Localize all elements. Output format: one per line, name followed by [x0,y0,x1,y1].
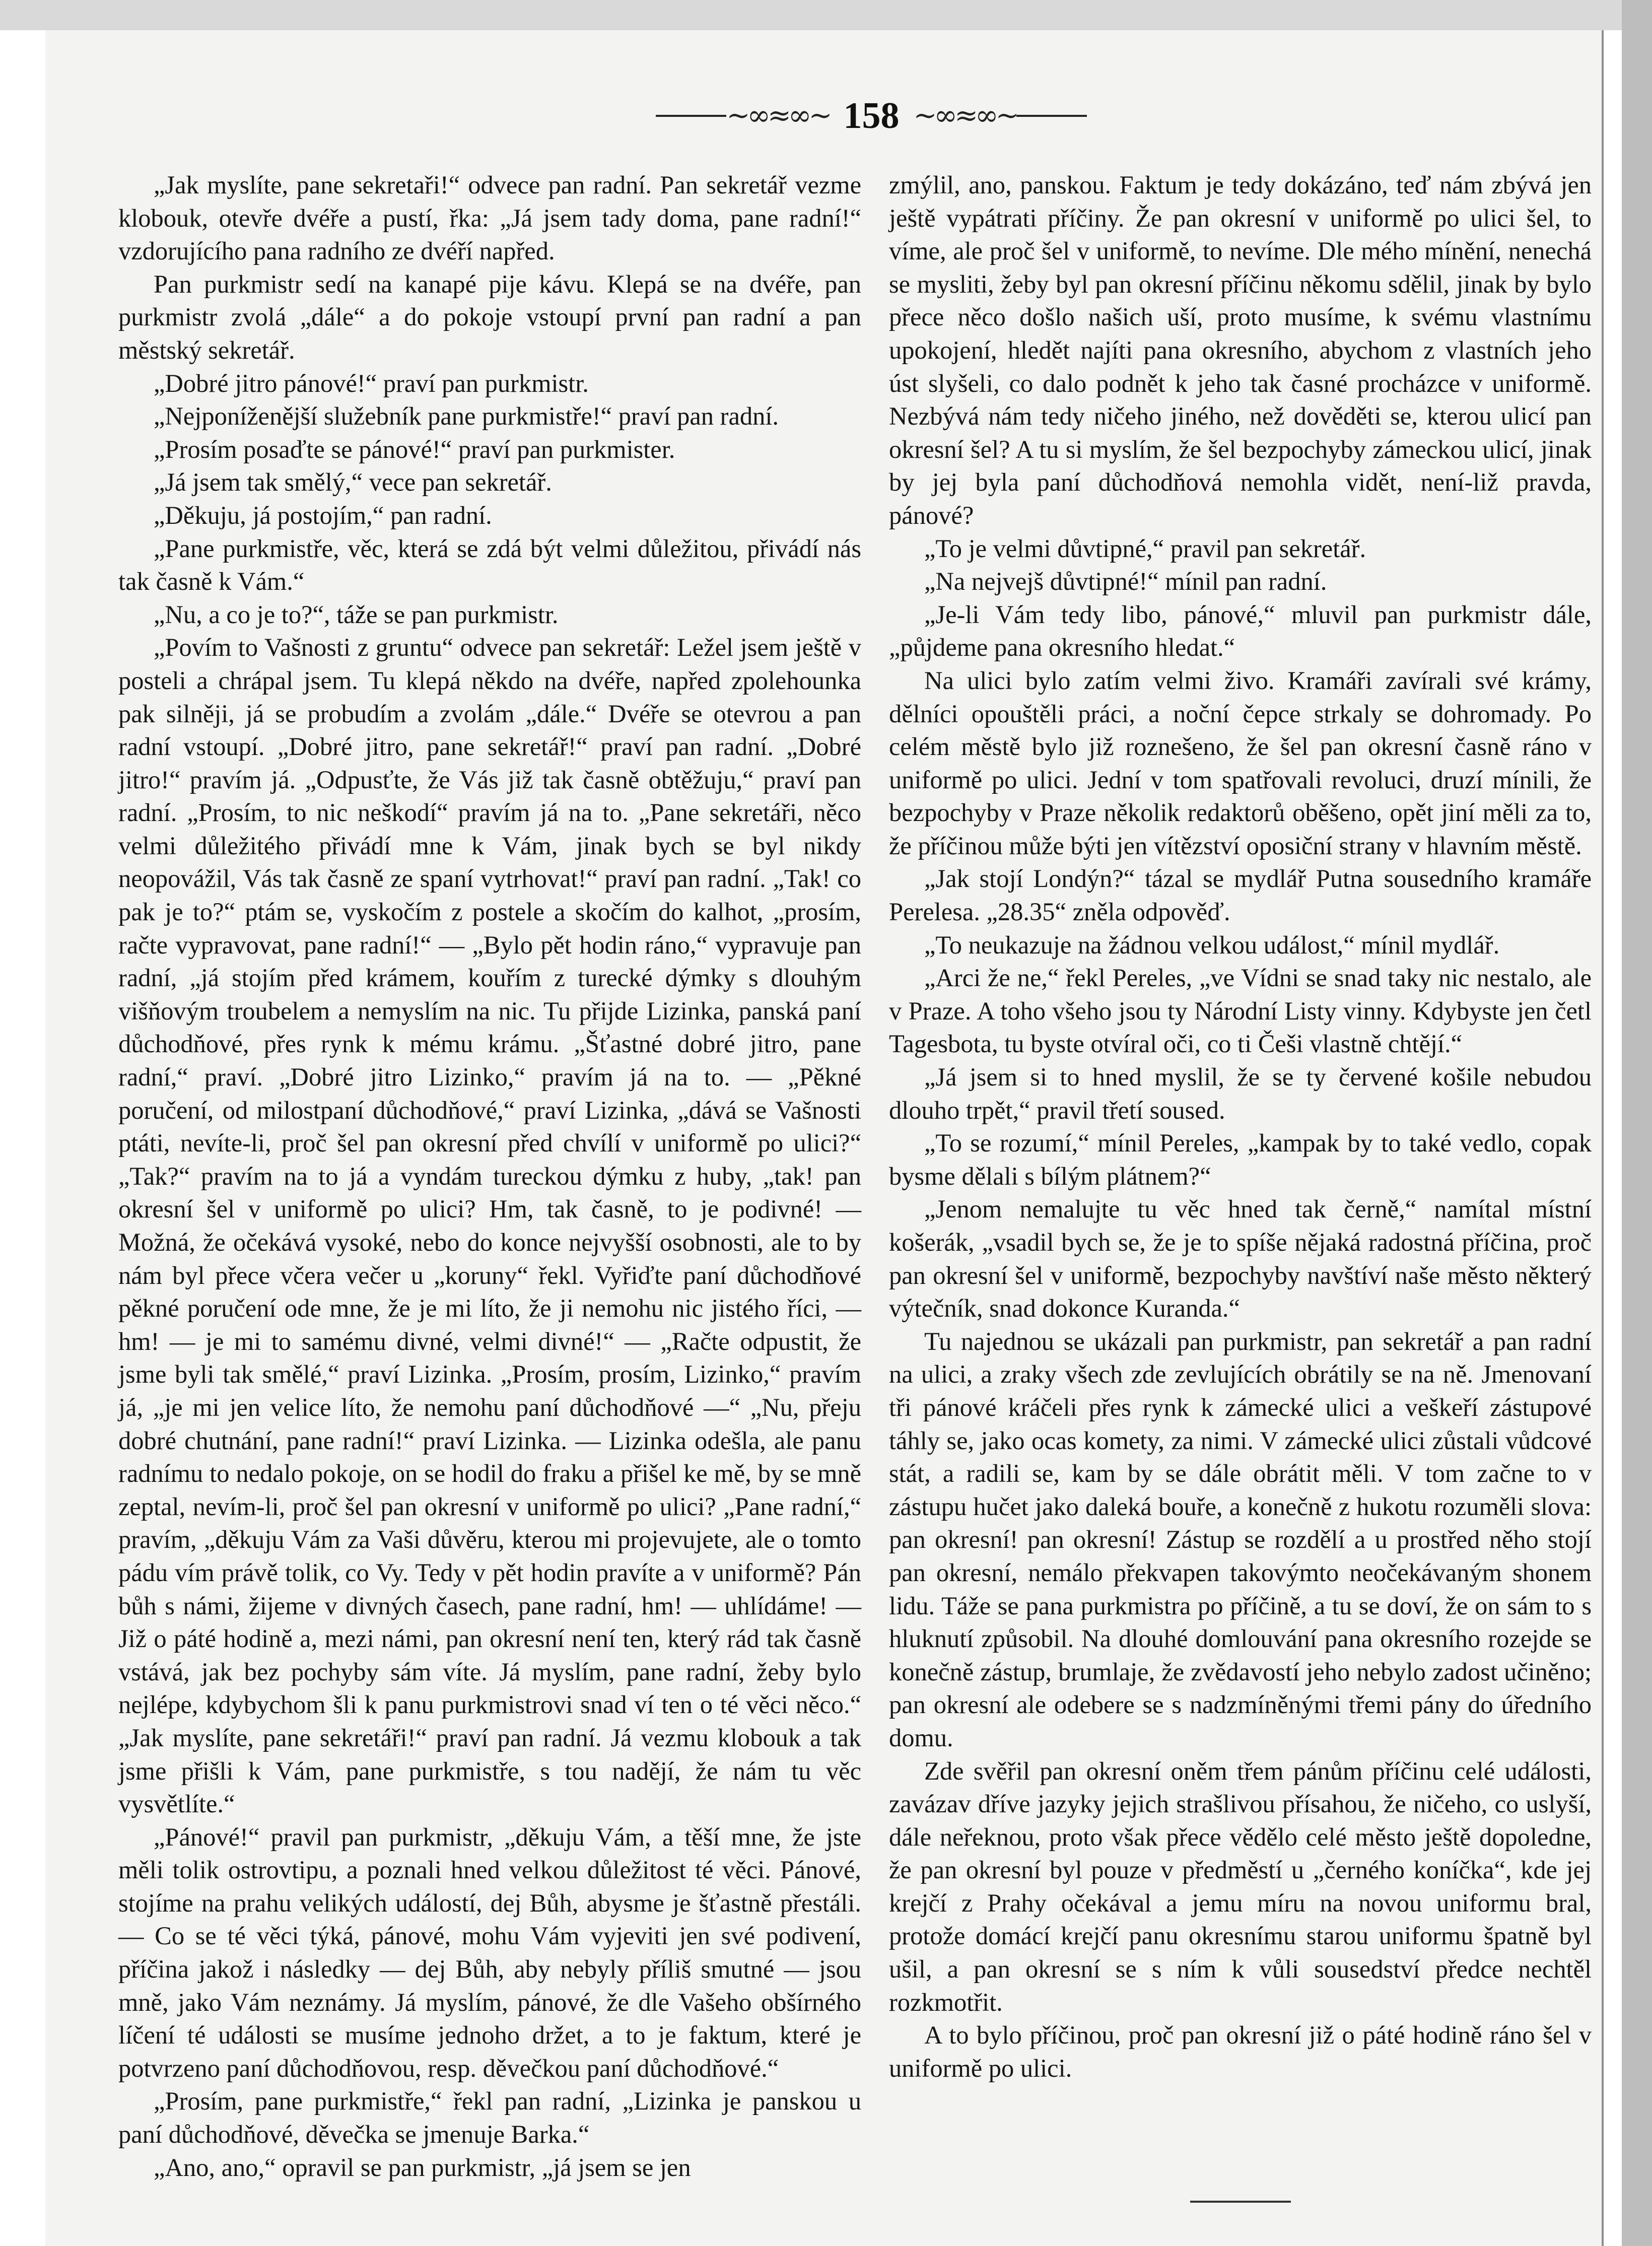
page-header [650,88,1093,144]
paragraph: „Pánové!“ pravil pan purkmistr, „děkuju Vám, a těší mne, že jste měli tolik ostrovtipu, a poznali hned velkou důležitost té věci. Pánové, stojíme na prahu velikých událostí, dej Bůh, abysme je šťastně přestáli. — Co se té věci týká, pánové, mohu Vám vyjeviti jen své podivení, příčina jakož i následky — dej Bůh, aby nebyly příliš smutné — jsou mně, jako Vám neznámy. Já myslím, pánové, že dle Vašeho obšírného líčení té události se musíme jednoho držet, a to je faktum, které je potvrzeno paní důchodňovou, resp. děvečkou paní důchodňové.“ [118,1822,861,2082]
paragraph: „To neukazuje na žádnou velkou událost,“ mínil mydlář. [924,930,1500,959]
paragraph: Tu najednou se ukázali pan purkmistr, pan sekretář a pan radní na ulici, a zraky všech zde zevlujících obrátily se na ně. Jmenovaní tři pánové kráčeli přes rynk k zámecké ulici a veškeří zástupové táhly se, jako ocas komety, za nimi. V zámecké ulici zůstali vůdcové stát, a radili se, kam by se dále obrátit měli. V tom začne to v zástupu hučet jako daleká bouře, a konečně z hukotu rozuměli slova: pan okresní! pan okresní! Zástup se rozdělí a u prostřed něho stojí pan okresní, nemálo překvapen takovýmto neočekávaným shonem lidu. Táže se pana purkmistra po příčině, a tu se doví, že on sám to s hluknutí způsobil. Na dlouhé domlouvání pana okresního rozejde se konečně zástup, brumlaje, že zvědavostí jeho nebylo zadost učiněno; pan okresní ale odebere se s nadzmíněnými třemi pány do úředního domu. [889,1327,1592,1752]
paragraph: „Já jsem tak smělý,“ vece pan sekretář. [154,468,552,497]
paragraph: „Ano, ano,“ opravil se pan purkmistr, „já jsem se jen [154,2153,691,2182]
paragraph: „To se rozumí,“ mínil Pereles, „kampak by to také vedlo, copak bysme dělali s bílým plátnem?“ [889,1129,1592,1190]
paragraph: zmýlil, ano, panskou. Faktum je tedy dokázáno, teď nám zbývá jen ještě vypátrati příčiny. Že pan okresní v uniformě po ulici šel, to víme, ale proč šel v uniformě, to nevíme. Dle mého mínění, nenechá se mysliti, žeby byl pan okresní příčinu někomu sdělil, jinak by bylo přece něco došlo našich uší, proto musíme, k svému vlastnímu upokojení, hledět najíti pana okresního, abychom z vlastních jeho úst slyšeli, co dalo podnět k jeho tak časné procházce v uniformě. Nezbývá nám tedy ničeho jiného, než dověděti se, kterou ulicí pan okresní šel? A tu si myslím, že šel bezpochyby zámeckou ulicí, jinak by jej byla paní důchodňová nemohla vidět, není-liž pravda, pánové? [889,171,1592,529]
paragraph: „Arci že ne,“ řekl Pereles, „ve Vídni se snad taky nic nestalo, ale v Praze. A toho všeho jsou ty Národní Listy vinny. Kdybyste jen četl Tagesbota, tu byste otvíral oči, co ti Češi vlastně chtějí.“ [889,964,1592,1058]
paragraph: „Povím to Vašnosti z gruntu“ odvece pan sekretář: Ležel jsem ještě v posteli a chrápal jsem. Tu klepá někdo na dvéře, napřed zpolehounka pak silněji, já se probudím a zvolám „dále.“ Dvéře se otevrou a pan radní vstoupí. „Dobré jitro, pane sekretář!“ praví pan radní. „Dobré jitro!“ pravím já. „Odpusťte, že Vás již tak časně obtěžuju,“ praví pan radní. „Prosím, to nic neškodí“ pravím já na to. „Pane sekretáři, něco velmi důležitého přivádí mne k Vám, jinak bych se byl nikdy neopovážil, Vás tak časně ze spaní vytrhovat!“ praví pan radní. „Tak! co pak je to?“ ptám se, vyskočím z postele a skočím do kalhot, „prosím, račte vypravovat, pane radní!“ — „Bylo pět hodin ráno,“ vypravuje pan radní, „já stojím před krámem, kouřím z turecké dýmky s dlouhým višňovým troubelem a nemyslím na nic. Tu přijde Lizinka, panská paní důchodňové, přes rynk k mému krámu. „Šťastné dobré jitro, pane radní,“ praví. „Dobré jitro Lizinko,“ pravím já na to. — „Pěkné poručení, od milostpaní důchodňové,“ praví Lizinka, „dává se Vašnosti ptáti, nevíte-li, proč šel pan okresní před chvílí v uniformě po ulici?“ „Tak?“ pravím na to já a vyndám tureckou dýmku z huby, „tak! pan okresní šel v uniformě po ulici? Hm, tak časně, to je podivné! — Možná, že očekává vysoké, nebo do konce nejvyšší osobnosti, ale to by nám byl přece včera večer u „koruny“ řekl. Vyřiďte paní důchodňové pěkné poručení ode mne, že je mi líto, že ji nemohu nic jistého říci, — hm! — je mi to samému divné, velmi divné!“ — „Račte odpustit, že jsme byli tak smělé,“ praví Lizinka. „Prosím, prosím, Lizinko,“ pravím já, „je mi jen velice líto, že nemohu paní důchodňové —“ „Nu, přeju dobré chutnání, pane radní!“ praví Lizinka. — Lizinka odešla, ale panu radnímu to nedalo pokoje, on se hodil do fraku a přišel ke mě, by se mně zeptal, nevím-li, proč šel pan okresní v uniformě po ulici? „Pane radní,“ pravím, „děkuju Vám za Vaši důvěru, kterou mi projevujete, ale o tomto pádu vím právě tolik, co Vy. Tedy v pět hodin pravíte a v uniformě? Pán bůh s námi, žijeme v divných časech, pane radní, hm! — uhlídáme! — Již o páté hodině a, mezi námi, pan okresní není ten, který rád tak časně vstává, jak bez pochyby sám víte. Já myslím, pane radní, žeby bylo nejlépe, kdybychom šli k panu purkmistrovi snad ví ten o té věci něco.“ „Jak myslíte, pane sekretáři!“ praví pan radní. Já vezmu klobouk a tak jsme přišli k Vám, pane purkmistře, s tou nadějí, že nám tu věc vysvětlíte.“ [118,633,861,1818]
paragraph: „Jak stojí Londýn?“ tázal se mydlář Putna sousedního kramáře Perelesa. „28.35“ zněla odpověď. [889,864,1592,926]
left-ornament [656,99,830,132]
paragraph: Pan purkmistr sedí na kanapé pije kávu. Klepá se na dvéře, pan purkmistr zvolá „dále“ a do pokoje vstoupí první pan radní a pan městský sekretář. [118,269,861,364]
paragraph: „Dobré jitro pánové!“ praví pan purkmistr. [154,369,589,397]
paragraph: „To je velmi důvtipné,“ pravil pan sekretář. [924,534,1366,563]
page-number: 158 [843,95,900,137]
paragraph: „Nejponíženější služebník pane purkmistře!“ praví pan radní. [154,402,779,431]
end-divider [1190,2201,1291,2203]
paragraph: Zde svěřil pan okresní oněm třem pánům příčinu celé události, zavázav dříve jazyky jejich strašlivou přísahou, že ničeho, co uslyší, dále neřeknou, proto však přece vědělo celé město ještě dopoledne, že pan okresní byl pouze v předměstí u „černého koníčka“, kde jej krejčí z Prahy očekával a jemu míru na novou uniformu bral, protože domácí krejčí panu okresnímu starou uniformu špatně byl ušil, a pan okresní se s ním k vůli sousedství předce nechtěl rozkmotřit. [889,1756,1592,2016]
right-rule [1016,115,1087,117]
paragraph: „Je-li Vám tedy libo, pánové,“ mluvil pan purkmistr dále, „půjdeme pana okresního hledat.“ [889,600,1592,662]
paragraph: A to bylo příčinou, proč pan okresní již o páté hodině ráno šel v uniformě po ulici. [889,2021,1592,2082]
left-flourish: ~∞≈∞~ [726,99,830,132]
paragraph: „Nu, a co je to?“, táže se pan purkmistr. [154,600,559,629]
paragraph: Na ulici bylo zatím velmi živo. Kramáři zavírali své krámy, dělníci opouštěli práci, a noční čepce strkaly se dohromady. Po celém městě bylo již roznešeno, že šel pan okresní časně ráno v uniformě po ulici. Jední v tom spatřovali revoluci, druzí mínili, že bezpochyby v Praze několik redaktorů oběšeno, opět jiní měli za to, že příčinou může býti jen vítězství oposiční strany v hlavním městě. [889,666,1592,860]
paragraph: „Já jsem si to hned myslil, že se ty červené košile nebudou dlouho trpět,“ pravil třetí soused. [889,1063,1592,1124]
paragraph: „Jak myslíte, pane sekretaři!“ odvece pan radní. Pan sekretář vezme klobouk, otevře dvéře a pustí, řka: „Já jsem tady doma, pane radní!“ vzdorujícího pana radního ze dvéří napřed. [118,171,861,265]
scan-background-top [0,0,1652,30]
paragraph: „Jenom nemalujte tu věc hned tak černě,“ namítal místní košerák, „vsadil bych se, že je to spíše nějaká radostná příčina, proč pan okresní šel v uniformě, bezpochyby navštíví naše město některý výtečník, snad dokonce Kuranda.“ [889,1195,1592,1323]
paragraph: „Prosím, pane purkmistře,“ řekl pan radní, „Lizinka je panskou u paní důchodňové, děvečka se jmenuje Barka.“ [118,2087,861,2149]
paragraph: „Prosím posaďte se pánové!“ praví pan purkmister. [154,435,675,463]
paragraph: „Pane purkmistře, věc, která se zdá být velmi důležitou, přivádí nás tak časně k Vám.“ [118,534,861,596]
right-ornament [913,99,1087,132]
right-column [889,169,1592,2203]
left-column [118,169,861,2184]
paragraph: „Na nejvejš důvtipné!“ mínil pan radní. [924,567,1327,596]
left-rule [656,115,726,117]
paragraph: „Děkuju, já postojím,“ pan radní. [154,501,492,529]
right-flourish: ~∞≈∞~ [913,99,1016,132]
scan-background-right [1622,0,1652,2246]
